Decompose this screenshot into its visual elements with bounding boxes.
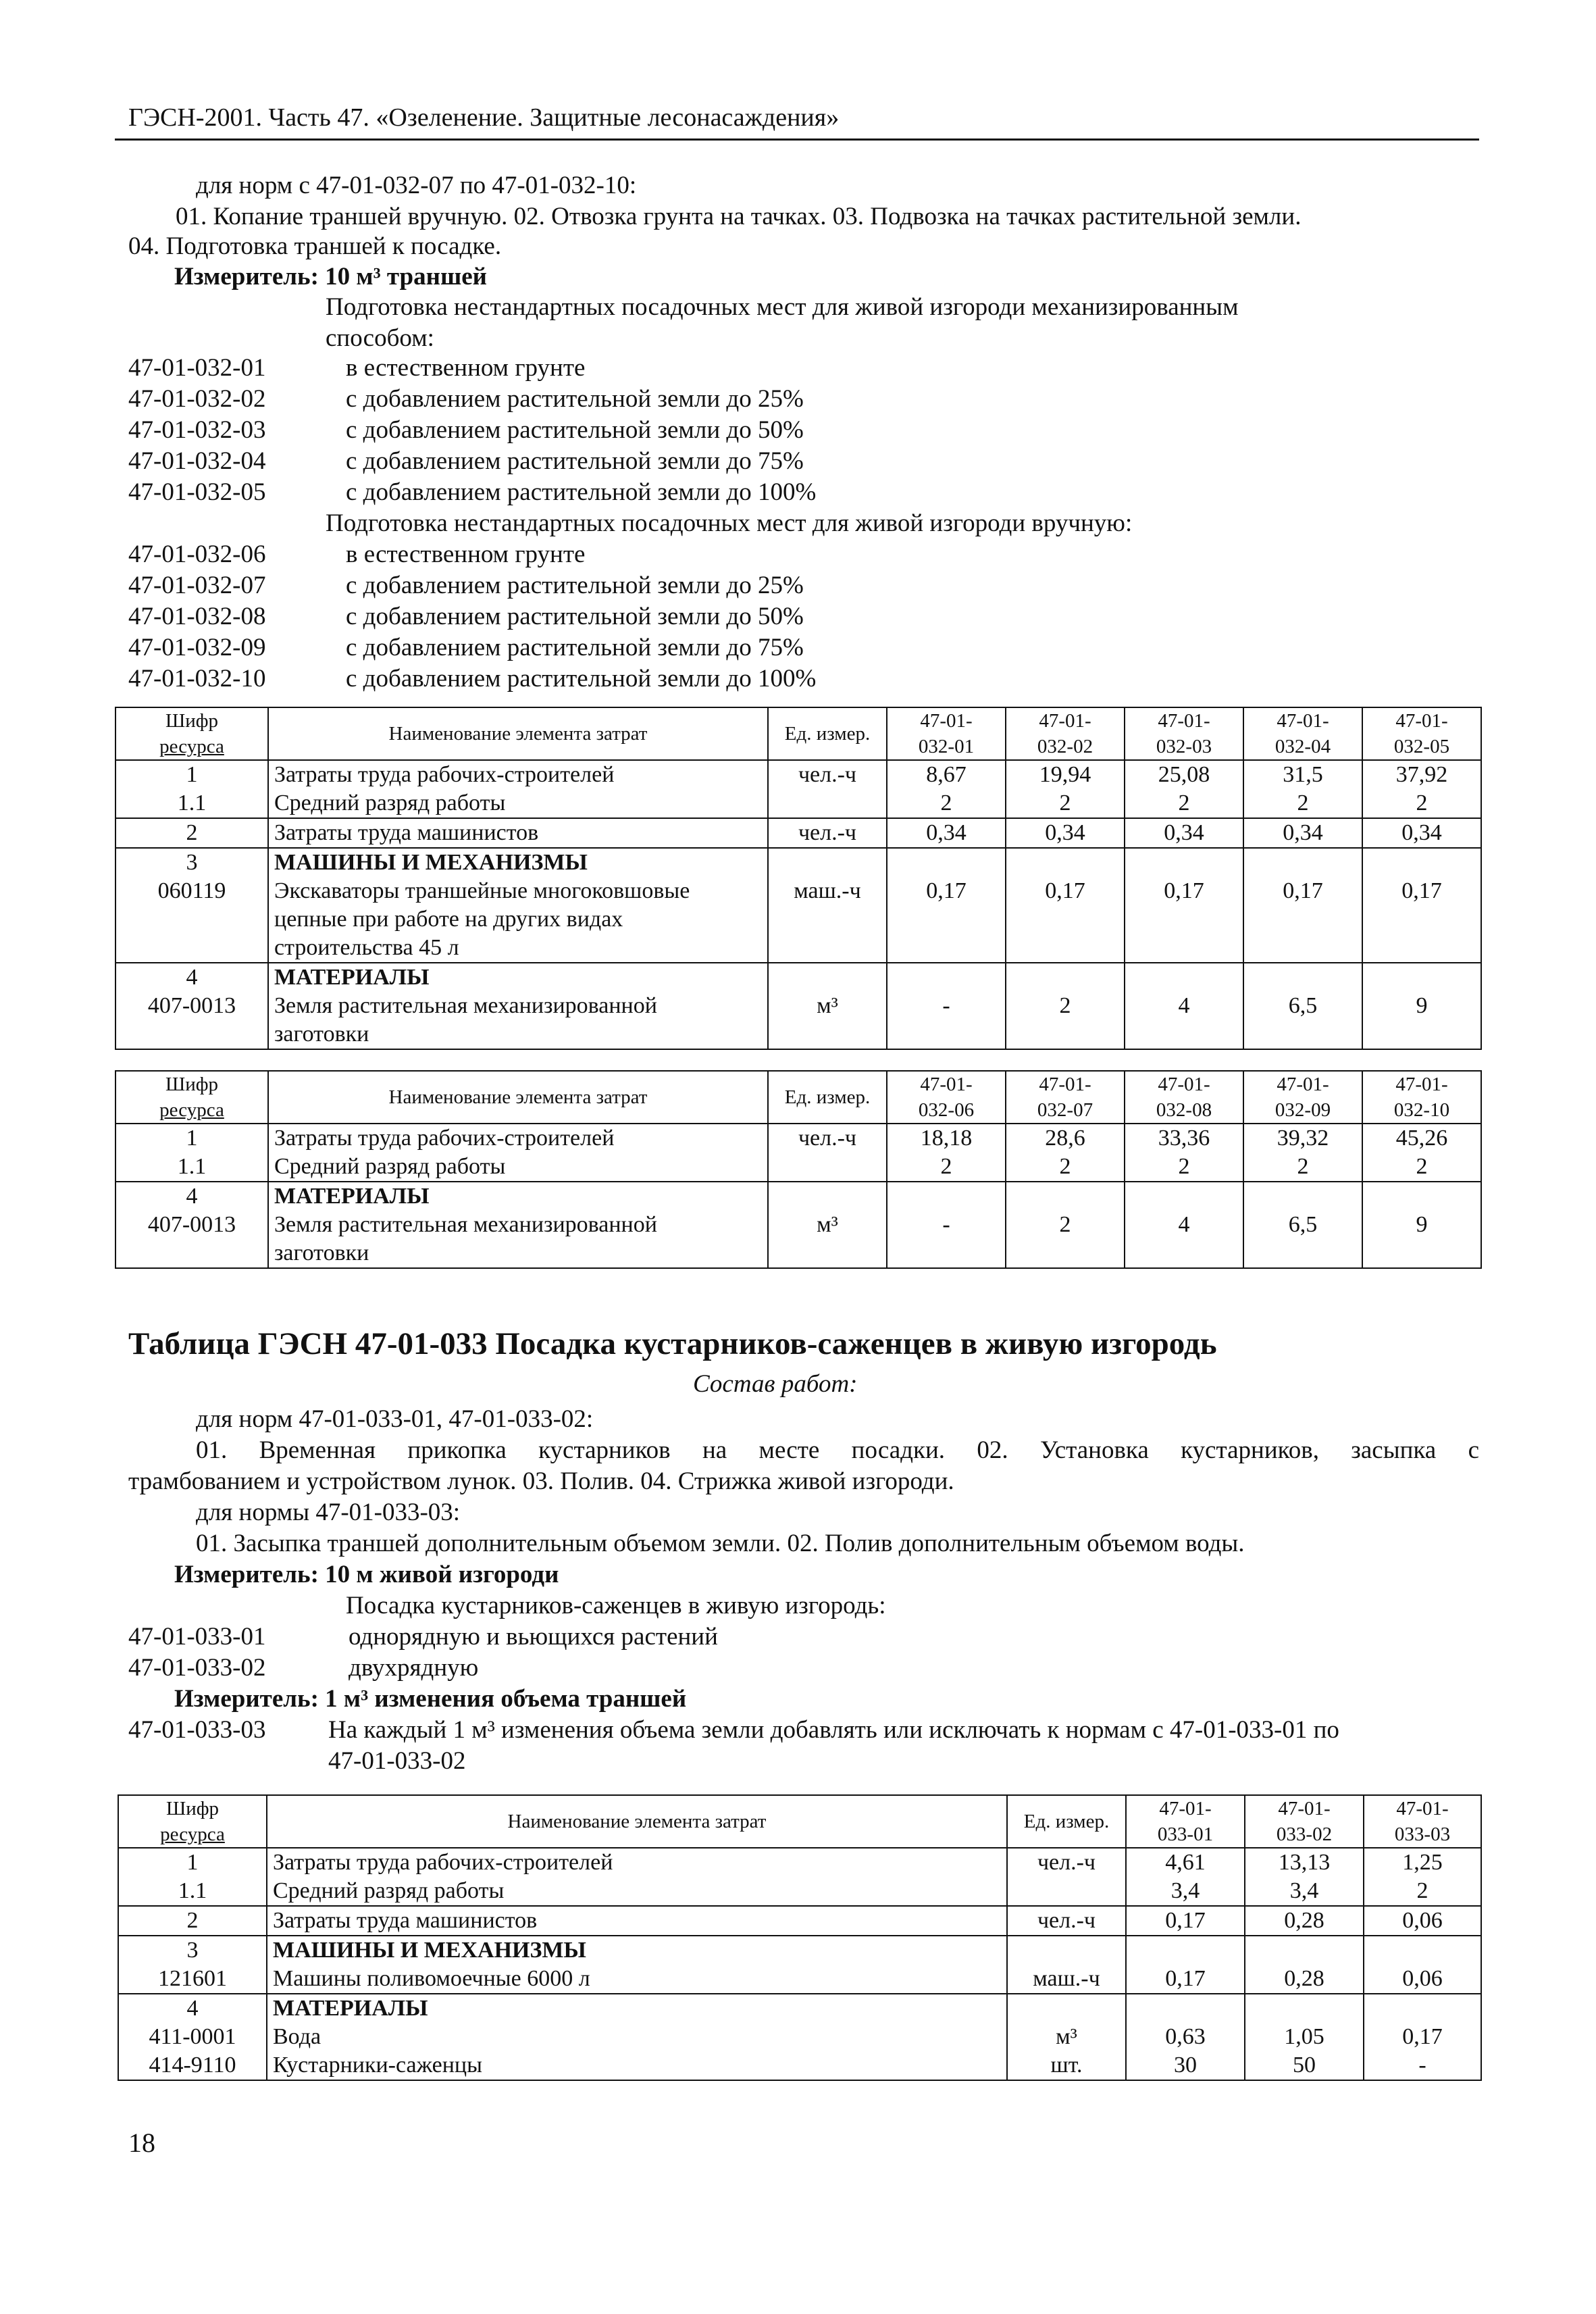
table-row: 1 Затраты труда рабочих-строителей чел.-ч 8,67 19,94 25,08 31,5 37,92	[115, 760, 1481, 789]
table-row: 3 МАШИНЫ И МЕХАНИЗМЫ	[115, 848, 1481, 877]
header-name: Наименование элемента затрат	[268, 707, 768, 760]
table-header-row	[115, 707, 1481, 760]
table-row: 1 Затраты труда рабочих-строителей чел.-ч 4,61 13,13 1,25	[118, 1848, 1481, 1877]
header-unit: Ед. измер.	[768, 1071, 887, 1124]
group-title: Посадка кустарников-саженцев в живую изгородь:	[346, 1592, 886, 1619]
table-row: 1.1 Средний разряд работы 2 2 2 2 2	[115, 1153, 1481, 1182]
norm-text: с добавлением растительной земли до 50%	[346, 416, 804, 444]
table-row: 1.1 Средний разряд работы 3,4 3,4 2	[118, 1877, 1481, 1906]
norm-code: 47-01-032-03	[128, 416, 266, 444]
works-line: 01. Копание траншей вручную. 02. Отвозка грунта на тачках. 03. Подвозка на тачках растительной земли.	[176, 203, 1302, 230]
resource-table-032-01-05	[115, 707, 1482, 1050]
meter-label: Измеритель: 10 м³ траншей	[174, 263, 487, 291]
norm-text: с добавлением растительной земли до 75%	[346, 634, 804, 661]
norm-code: 47-01-032-10	[128, 665, 266, 693]
norm-text: однорядную и вьющихся растений	[349, 1623, 718, 1651]
norm-code: 47-01-033-02	[128, 1654, 266, 1682]
header-norm: 47-01- 033-01	[1126, 1795, 1245, 1848]
header-norm: 47-01- 032-03	[1125, 707, 1243, 760]
table-row: 411-0001 Вода м³ 0,63 1,05 0,17	[118, 2023, 1481, 2051]
norm-text: с добавлением растительной земли до 100%	[346, 665, 817, 693]
norms-line: для норм с 47-01-032-07 по 47-01-032-10:	[196, 172, 637, 199]
norm-code: 47-01-032-08	[128, 603, 266, 630]
meter-label: Измеритель: 1 м³ изменения объема траншей	[174, 1685, 687, 1713]
header-norm: 47-01- 032-04	[1243, 707, 1362, 760]
norm-text: На каждый 1 м³ изменения объема земли добавлять или исключать к нормам с 47-01-033-01 по	[328, 1716, 1339, 1744]
table-row: 2 Затраты труда машинистов чел.-ч 0,34 0,34 0,34 0,34 0,34	[115, 818, 1481, 848]
header-cipher: Шифр ресурса	[115, 707, 268, 760]
page-number: 18	[128, 2128, 155, 2158]
running-header: ГЭСН-2001. Часть 47. «Озеленение. Защитные лесонасаждения»	[128, 103, 840, 132]
table-row: 1 Затраты труда рабочих-строителей чел.-ч 18,18 28,6 33,36 39,32 45,26	[115, 1124, 1481, 1153]
header-norm: 47-01- 032-05	[1362, 707, 1481, 760]
header-norm: 47-01- 033-03	[1364, 1795, 1481, 1848]
norm-code: 47-01-032-09	[128, 634, 266, 661]
header-norm: 47-01- 032-02	[1006, 707, 1125, 760]
header-norm: 47-01- 032-07	[1006, 1071, 1125, 1124]
table-row: 060119 Экскаваторы траншейные многоковшовые цепные при работе на других видах строительства 45 л маш.-ч 0,17 0,17 0,17 0,17 0,17	[115, 877, 1481, 963]
header-cipher: Шифр ресурса	[115, 1071, 268, 1124]
norm-text: 47-01-033-02	[328, 1747, 466, 1775]
norm-text: с добавлением растительной земли до 50%	[346, 603, 804, 630]
table-row: 1.1 Средний разряд работы 2 2 2 2 2	[115, 789, 1481, 818]
works-line: 01. Временная прикопка кустарников на месте посадки. 02. Установка кустарников, засыпка с	[196, 1436, 1479, 1464]
norm-code: 47-01-032-01	[128, 354, 266, 382]
header-name: Наименование элемента затрат	[268, 1071, 768, 1124]
norm-text: с добавлением растительной земли до 100%	[346, 478, 817, 506]
norm-text: в естественном грунте	[346, 540, 586, 568]
table-row: 121601 Машины поливомоечные 6000 л маш.-ч 0,17 0,28 0,06	[118, 1965, 1481, 1994]
norm-text: двухрядную	[349, 1654, 479, 1682]
header-unit: Ед. измер.	[1007, 1795, 1126, 1848]
works-line: 04. Подготовка траншей к посадке.	[128, 232, 502, 260]
norm-code: 47-01-032-05	[128, 478, 266, 506]
norm-code: 47-01-032-06	[128, 540, 266, 568]
norms-line: для норм 47-01-033-01, 47-01-033-02:	[196, 1405, 594, 1433]
table-row: 4 МАТЕРИАЛЫ	[115, 963, 1481, 992]
header-norm: 47-01- 032-08	[1125, 1071, 1243, 1124]
norm-code: 47-01-033-03	[128, 1716, 266, 1744]
header-norm: 47-01- 032-09	[1243, 1071, 1362, 1124]
resource-table-033	[118, 1794, 1482, 2081]
section-title: Таблица ГЭСН 47-01-033 Посадка кустарников-саженцев в живую изгородь	[128, 1326, 1217, 1361]
group-title: способом:	[326, 324, 434, 352]
header-name: Наименование элемента затрат	[267, 1795, 1007, 1848]
works-line: трамбованием и устройством лунок. 03. Полив. 04. Стрижка живой изгороди.	[128, 1467, 954, 1495]
table-row: 414-9110 Кустарники-саженцы шт. 30 50 -	[118, 2051, 1481, 2080]
table-row: 407-0013 Земля растительная механизированной заготовки м³ - 2 4 6,5 9	[115, 992, 1481, 1049]
norm-text: с добавлением растительной земли до 75%	[346, 447, 804, 475]
norm-text: с добавлением растительной земли до 25%	[346, 385, 804, 413]
group-title: Подготовка нестандартных посадочных мест для живой изгороди вручную:	[326, 509, 1133, 537]
table-header-row	[118, 1795, 1481, 1848]
resource-table-032-06-10	[115, 1070, 1482, 1269]
norm-code: 47-01-032-02	[128, 385, 266, 413]
meter-label: Измеритель: 10 м живой изгороди	[174, 1561, 559, 1588]
table-row: 4 МАТЕРИАЛЫ	[118, 1994, 1481, 2023]
header-norm: 47-01- 032-06	[887, 1071, 1006, 1124]
norm-code: 47-01-033-01	[128, 1623, 266, 1651]
norm-text: в естественном грунте	[346, 354, 586, 382]
norm-code: 47-01-032-04	[128, 447, 266, 475]
header-norm: 47-01- 032-01	[887, 707, 1006, 760]
header-unit: Ед. измер.	[768, 707, 887, 760]
header-rule	[115, 139, 1479, 141]
table-row: 407-0013 Земля растительная механизированной заготовки м³ - 2 4 6,5 9	[115, 1211, 1481, 1268]
header-cipher: Шифр ресурса	[118, 1795, 267, 1848]
table-row: 2 Затраты труда машинистов чел.-ч 0,17 0,28 0,06	[118, 1906, 1481, 1936]
group-title: Подготовка нестандартных посадочных мест для живой изгороди механизированным	[326, 293, 1239, 321]
section-subtitle: Состав работ:	[693, 1370, 858, 1398]
header-norm: 47-01- 032-10	[1362, 1071, 1481, 1124]
header-norm: 47-01- 033-02	[1245, 1795, 1364, 1848]
works-line: 01. Засыпка траншей дополнительным объемом земли. 02. Полив дополнительным объемом воды.	[196, 1530, 1245, 1557]
table-header-row	[115, 1071, 1481, 1124]
table-row: 4 МАТЕРИАЛЫ	[115, 1182, 1481, 1211]
norm-text: с добавлением растительной земли до 25%	[346, 572, 804, 599]
norm-code: 47-01-032-07	[128, 572, 266, 599]
norms-line: для нормы 47-01-033-03:	[196, 1499, 461, 1526]
table-row: 3 МАШИНЫ И МЕХАНИЗМЫ	[118, 1936, 1481, 1965]
